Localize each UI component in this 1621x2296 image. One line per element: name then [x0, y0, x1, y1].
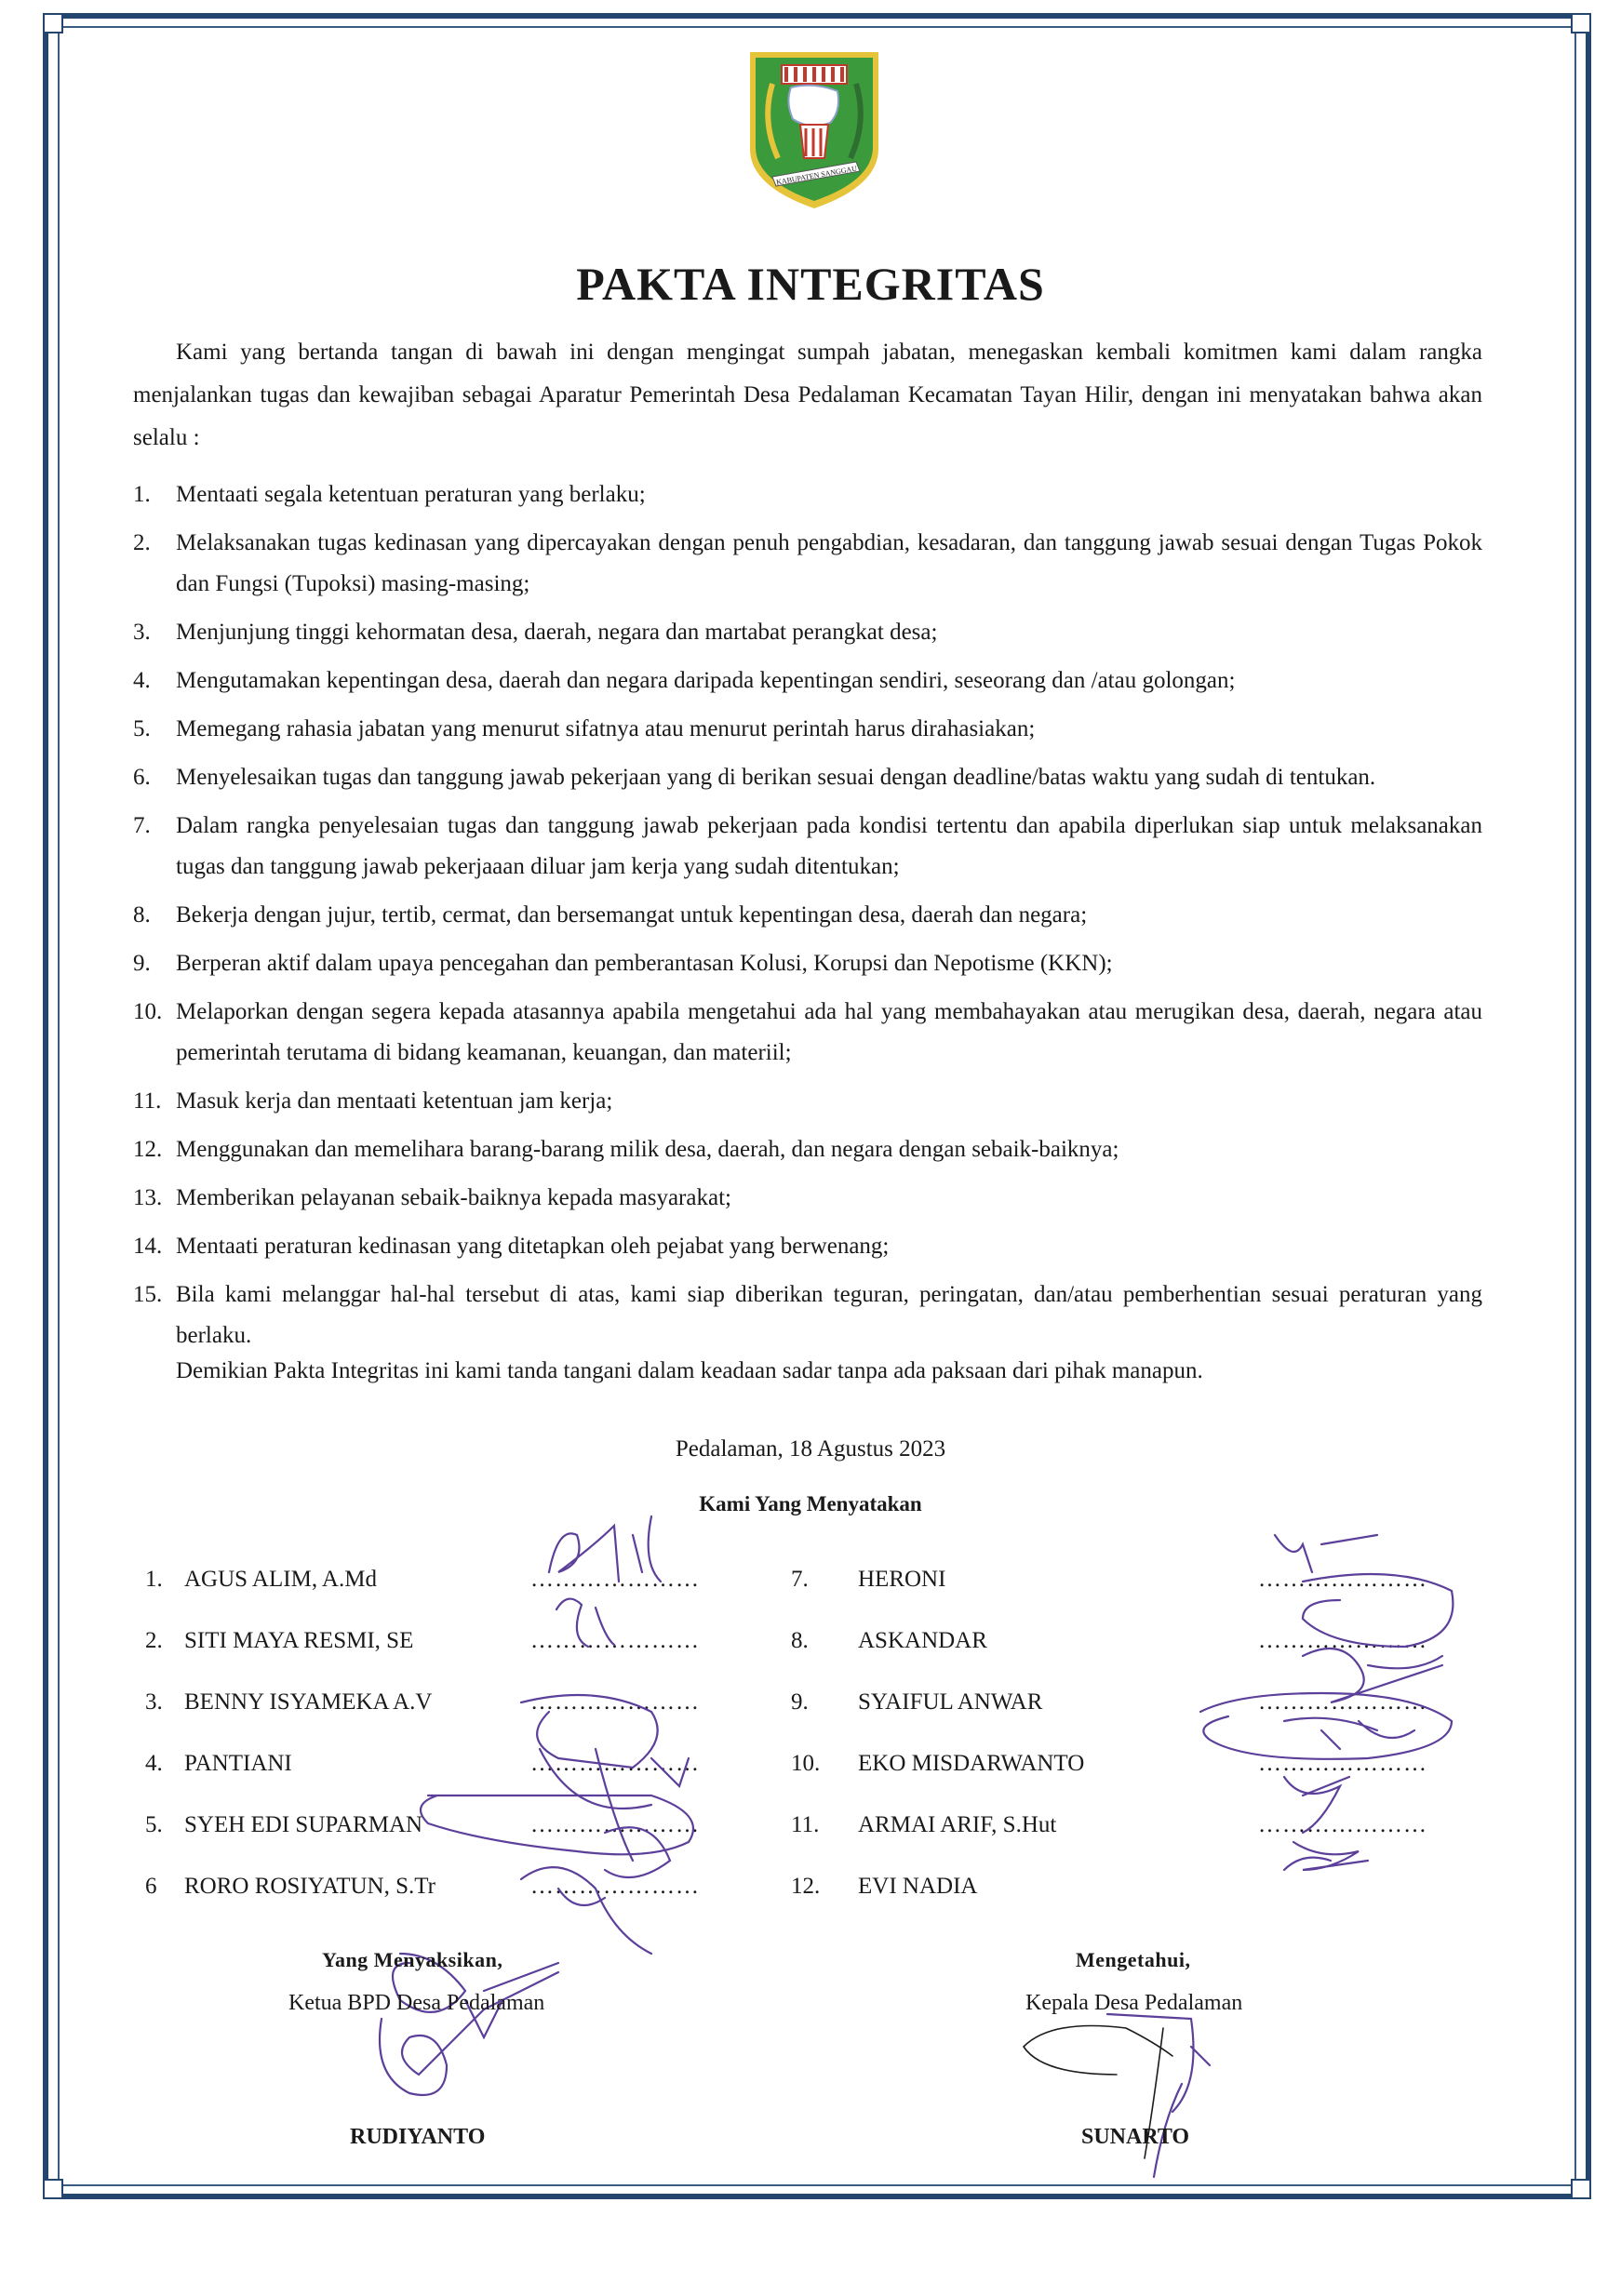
statement-heading: Kami Yang Menyatakan — [699, 1492, 922, 1515]
signer-name: SYEH EDI SUPARMAN — [184, 1812, 423, 1837]
signer-name: HERONI — [858, 1567, 946, 1592]
list-text: Bila kami melanggar hal-hal tersebut di atas, kami siap diberikan teguran, peringatan, dan/atau pemberhentian sesuai peraturan yang berlaku. — [176, 1282, 1482, 1348]
list-text: Menjunjung tinggi kehormatan desa, daerah, negara dan martabat perangkat desa; — [176, 620, 938, 645]
list-number: 8. — [133, 902, 151, 928]
list-text: Bekerja dengan jujur, tertib, cermat, dan bersemangat untuk kepentingan desa, daerah dan negara; — [176, 902, 1088, 928]
signer-name: SITI MAYA RESMI, SE — [184, 1628, 414, 1653]
signer-name: PANTIANI — [184, 1751, 292, 1776]
list-text: Menyelesaikan tugas dan tanggung jawab pekerjaan yang di berikan sesuai dengan deadline/batas waktu yang sudah di tentukan. — [176, 765, 1376, 790]
signer-name: SYAIFUL ANWAR — [858, 1689, 1043, 1715]
list-number: 5. — [133, 716, 151, 741]
signature-line: ………………… — [1258, 1751, 1427, 1776]
signer-number: 2. — [145, 1628, 163, 1653]
emblem-banner-text: KABUPATEN SANGGAU — [775, 164, 858, 187]
signer-name: EVI NADIA — [858, 1874, 978, 1899]
list-text: Memberikan pelayanan sebaik-baiknya kepada masyarakat; — [176, 1185, 731, 1210]
signer-number: 6 — [145, 1874, 157, 1899]
list-number: 13. — [133, 1185, 163, 1210]
signature-line: ………………… — [530, 1874, 700, 1899]
signer-number: 5. — [145, 1812, 163, 1837]
list-text: Melaksanakan tugas kedinasan yang dipercayakan dengan penuh pengabdian, kesadaran, dan tanggung jawab sesuai dengan Tugas Pokok dan Fungsi (Tupoksi) masing-masing; — [176, 530, 1482, 596]
witness-role: Ketua BPD Desa Pedalaman — [288, 1991, 545, 2015]
list-number: 3. — [133, 620, 151, 645]
signer-number: 9. — [791, 1689, 809, 1715]
signer-number: 8. — [791, 1628, 809, 1653]
signer-name: BENNY ISYAMEKA A.V — [184, 1689, 433, 1715]
list-text: Melaporkan dengan segera kepada atasannya apabila mengetahui ada hal yang membahayakan atau merugikan desa, daerah, negara atau pemerintah terutama di bidang keamanan, keuangan, dan materiil; — [176, 999, 1482, 1065]
signer-number: 1. — [145, 1567, 163, 1592]
document-title: PAKTA INTEGRITAS — [576, 258, 1045, 310]
list-number: 14. — [133, 1234, 163, 1259]
intro-paragraph: Kami yang bertanda tangan di bawah ini dengan mengingat sumpah jabatan, menegaskan kembali komitmen kami dalam rangka menjalankan tugas dan kewajiban sebagai Aparatur Pemerintah Desa Pedalaman Kecamatan Tayan Hilir, dengan ini menyatakan bahwa akan selalu : — [133, 340, 1482, 450]
list-text: Masuk kerja dan mentaati ketentuan jam kerja; — [176, 1088, 613, 1114]
signer-name: AGUS ALIM, A.Md — [184, 1567, 377, 1592]
signer-name: ASKANDAR — [858, 1628, 987, 1653]
signer-number: 12. — [791, 1874, 821, 1899]
signature-line: ………………… — [1258, 1689, 1427, 1715]
signature-line: ………………… — [1258, 1567, 1427, 1592]
witness-name: RUDIYANTO — [350, 2125, 486, 2149]
list-number: 7. — [133, 813, 151, 838]
acknowledger-role: Kepala Desa Pedalaman — [1025, 1991, 1243, 2015]
signer-number: 4. — [145, 1751, 163, 1776]
list-number: 4. — [133, 668, 151, 693]
signer-number: 3. — [145, 1689, 163, 1715]
list-text: Dalam rangka penyelesaian tugas dan tanggung jawab pekerjaan pada kondisi tertentu dan apabila diperlukan siap untuk melaksanakan tugas dan tanggung jawab pekerjaaan diluar jam kerja yang sudah ditentukan; — [176, 813, 1482, 879]
list-number: 15. — [133, 1282, 163, 1307]
closing-statement: Demikian Pakta Integritas ini kami tanda tangani dalam keadaan sadar tanpa ada paksaan dari pihak manapun. — [176, 1358, 1203, 1383]
signer-number: 11. — [791, 1812, 820, 1837]
signer-name: ARMAI ARIF, S.Hut — [858, 1812, 1057, 1837]
list-number: 9. — [133, 951, 151, 976]
signer-name: RORO ROSIYATUN, S.Tr — [184, 1874, 435, 1899]
signature-line: ………………… — [1258, 1628, 1427, 1653]
acknowledger-name: SUNARTO — [1081, 2125, 1190, 2149]
list-text: Memegang rahasia jabatan yang menurut sifatnya atau menurut perintah harus dirahasiakan; — [176, 716, 1036, 741]
signature-line: ………………… — [530, 1567, 700, 1592]
acknowledger-label: Mengetahui, — [1076, 1948, 1191, 1971]
list-text: Mentaati segala ketentuan peraturan yang berlaku; — [176, 482, 646, 507]
witness-label: Yang Menyaksikan, — [322, 1948, 503, 1971]
list-number: 12. — [133, 1137, 163, 1162]
list-text: Menggunakan dan memelihara barang-barang milik desa, daerah, dan negara dengan sebaik-baiknya; — [176, 1137, 1119, 1162]
signer-name: EKO MISDARWANTO — [858, 1751, 1085, 1776]
list-number: 11. — [133, 1088, 162, 1114]
signer-number: 7. — [791, 1567, 809, 1592]
signer-number: 10. — [791, 1751, 821, 1776]
signature-line: ………………… — [530, 1812, 700, 1837]
list-number: 6. — [133, 765, 151, 790]
signature-line: ………………… — [530, 1689, 700, 1715]
list-number: 10. — [133, 999, 163, 1024]
list-text: Berperan aktif dalam upaya pencegahan dan pemberantasan Kolusi, Korupsi dan Nepotisme (KKN); — [176, 951, 1113, 976]
place-date: Pedalaman, 18 Agustus 2023 — [675, 1436, 946, 1462]
list-number: 1. — [133, 482, 151, 507]
signature-line: ………………… — [530, 1628, 700, 1653]
signature-line: ………………… — [1258, 1812, 1427, 1837]
signature-line: ………………… — [530, 1751, 700, 1776]
list-text: Mentaati peraturan kedinasan yang ditetapkan oleh pejabat yang berwenang; — [176, 1234, 890, 1259]
list-number: 2. — [133, 530, 151, 555]
list-text: Mengutamakan kepentingan desa, daerah dan negara daripada kepentingan sendiri, seseorang dan /atau golongan; — [176, 668, 1236, 693]
